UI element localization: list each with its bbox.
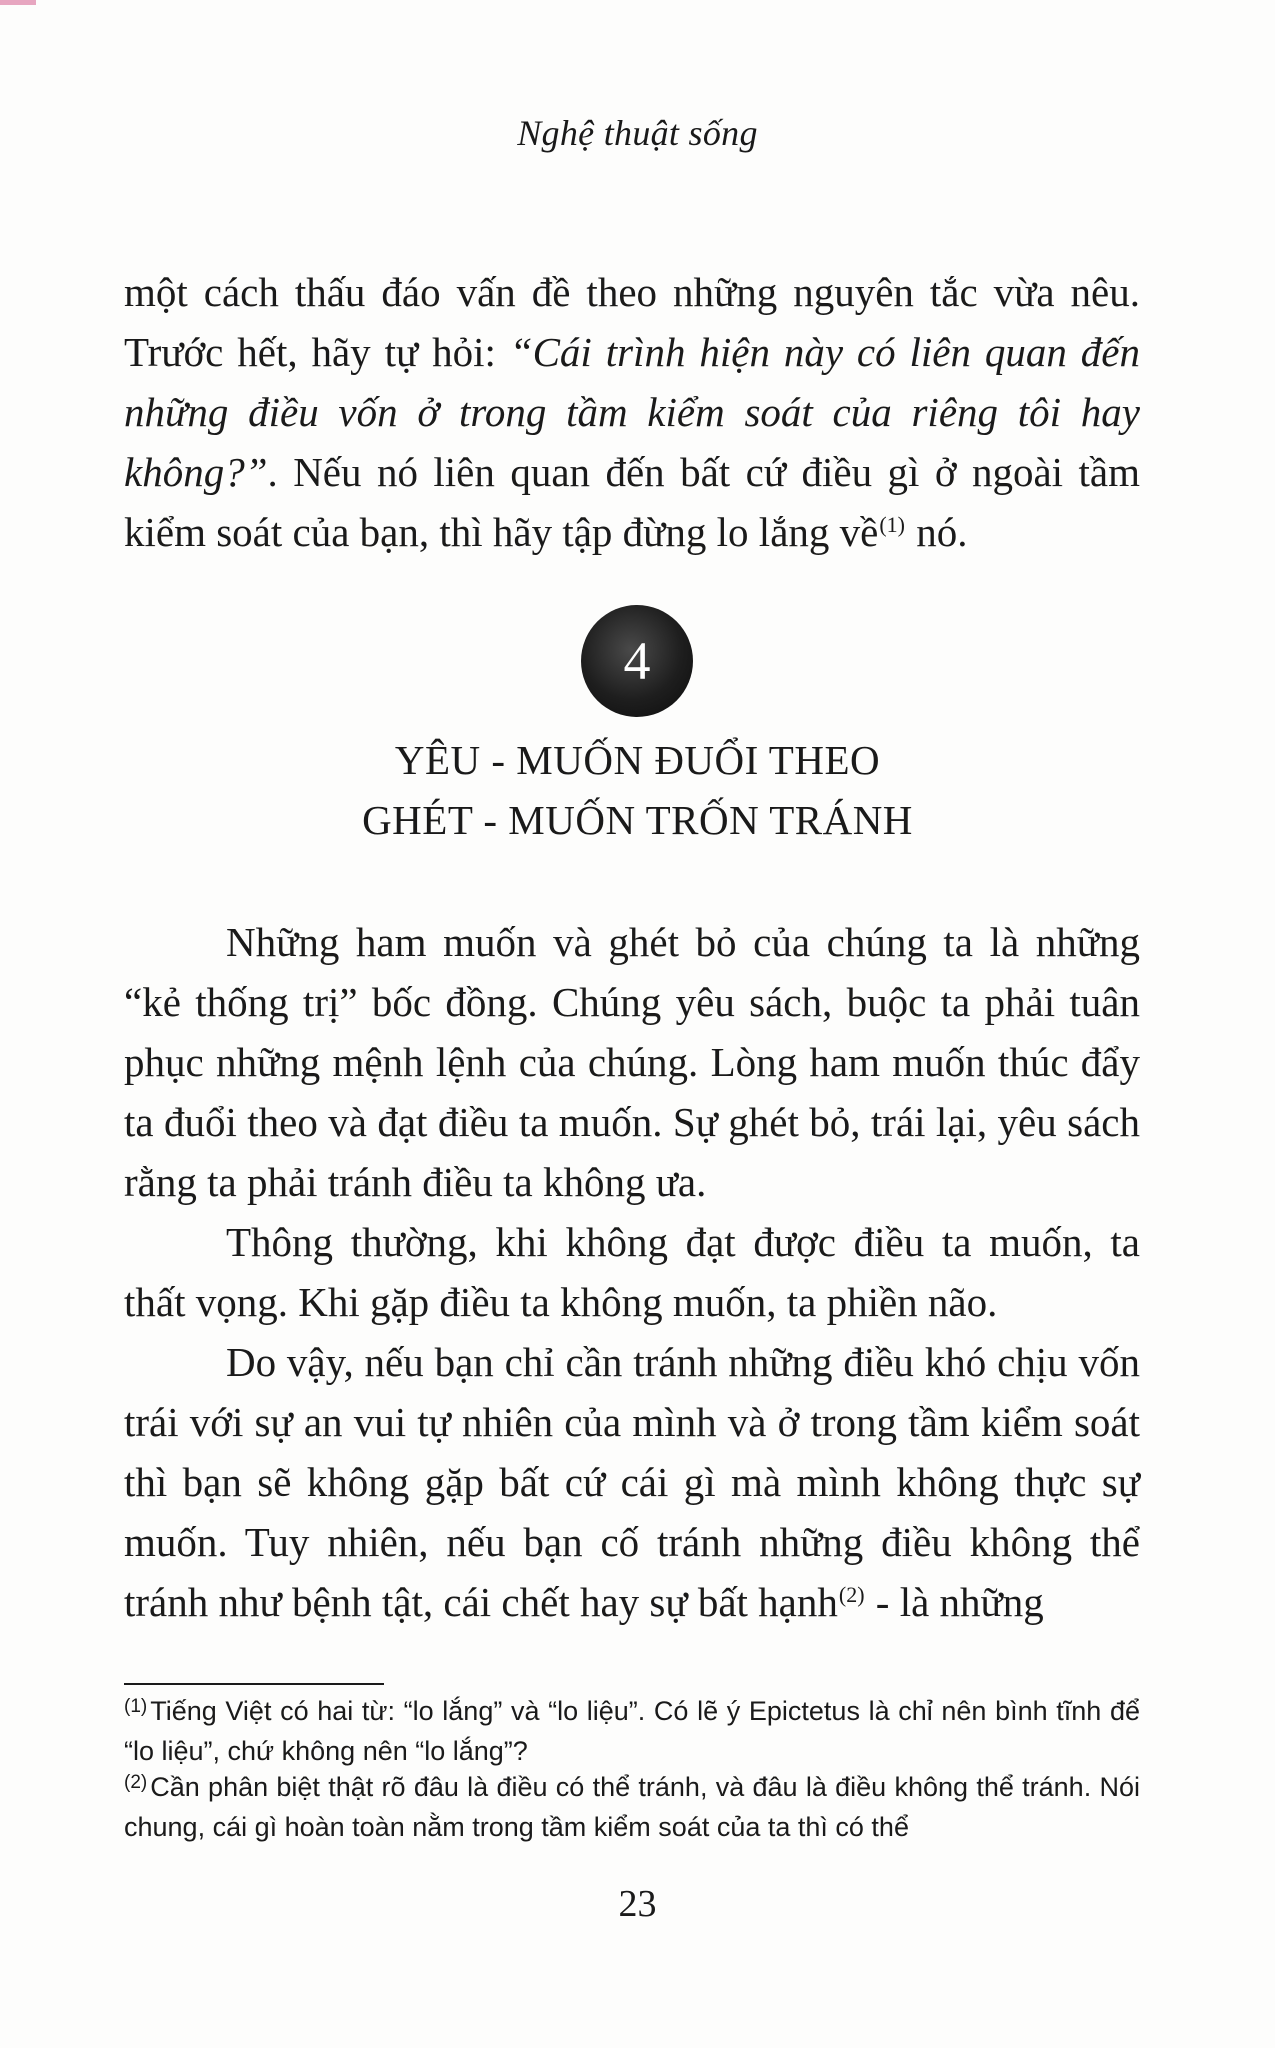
chapter-number-badge: 4 (581, 605, 693, 717)
continued-text-part2: . Nếu nó liên quan đến bất cứ điều gì ở ngoài tầm kiểm soát của bạn, thì hãy tập đừng lo lắng về (124, 449, 1140, 555)
footnote-1-marker: (1) (124, 1696, 148, 1717)
continued-quote: “Cái trình hiện này có liên quan đến những điều vốn ở trong tầm kiểm soát của riêng tôi hay không?” (124, 329, 1140, 495)
chapter-title (0, 730, 1275, 850)
page-number: 23 (618, 1883, 657, 1925)
footnotes (124, 1693, 1140, 1845)
paragraph-3-text: Do vậy, nếu bạn chỉ cần tránh những điều khó chịu vốn trái với sự an vui tự nhiên của mình và ở trong tầm kiểm soát thì bạn sẽ không gặp bất cứ cái gì mà mình không thực sự muốn. Tuy nhiên, nếu bạn cố tránh những điều không thể tránh như bệnh tật, cái chết hay sự bất hạnh (124, 1339, 1140, 1625)
chapter-title-line2: GHÉT - MUỐN TRỐN TRÁNH (362, 797, 913, 843)
footnote-2-text: Cần phân biệt thật rõ đâu là điều có thể tránh, và đâu là điều không thể tránh. Nói chung, cái gì hoàn toàn nằm trong tầm kiểm soát của ta thì có thể (124, 1772, 1140, 1842)
footnote-2 (124, 1769, 1140, 1845)
continued-paragraph (124, 262, 1140, 569)
footnote-ref-1[interactable]: (1) (879, 512, 905, 537)
chapter-body (124, 912, 1140, 1639)
continued-text-part3: nó. (906, 509, 968, 555)
footnote-ref-2[interactable]: (2) (838, 1582, 865, 1607)
paragraph-3 (124, 1332, 1140, 1639)
continued-text-part1: một cách thấu đáo vấn đề theo những nguyên tắc vừa nêu. Trước hết, hãy tự hỏi: (124, 269, 1140, 375)
paragraph-1: Những ham muốn và ghét bỏ của chúng ta là những “kẻ thống trị” bốc đồng. Chúng yêu sách, buộc ta phải tuân phục những mệnh lệnh của chúng. Lòng ham muốn thúc đẩy ta đuổi theo và đạt điều ta muốn. Sự ghét bỏ, trái lại, yêu sách rằng ta phải tránh điều ta không ưa. (124, 919, 1140, 1205)
chapter-title-line1: YÊU - MUỐN ĐUỔI THEO (394, 737, 881, 783)
running-head: Nghệ thuật sống (517, 113, 758, 153)
footnote-1-text: Tiếng Việt có hai từ: “lo lắng” và “lo liệu”. Có lẽ ý Epictetus là chỉ nên bình tĩnh để “lo liệu”, chứ không nên “lo lắng”? (124, 1696, 1140, 1766)
footnote-2-marker: (2) (124, 1772, 148, 1793)
footnote-1 (124, 1693, 1140, 1769)
paragraph-2: Thông thường, khi không đạt được điều ta muốn, ta thất vọng. Khi gặp điều ta không muốn, ta phiền não. (124, 1219, 1140, 1325)
paragraph-3-tail: - là những (865, 1579, 1044, 1625)
scan-edge-mark (0, 0, 36, 5)
footnote-divider (124, 1683, 384, 1685)
